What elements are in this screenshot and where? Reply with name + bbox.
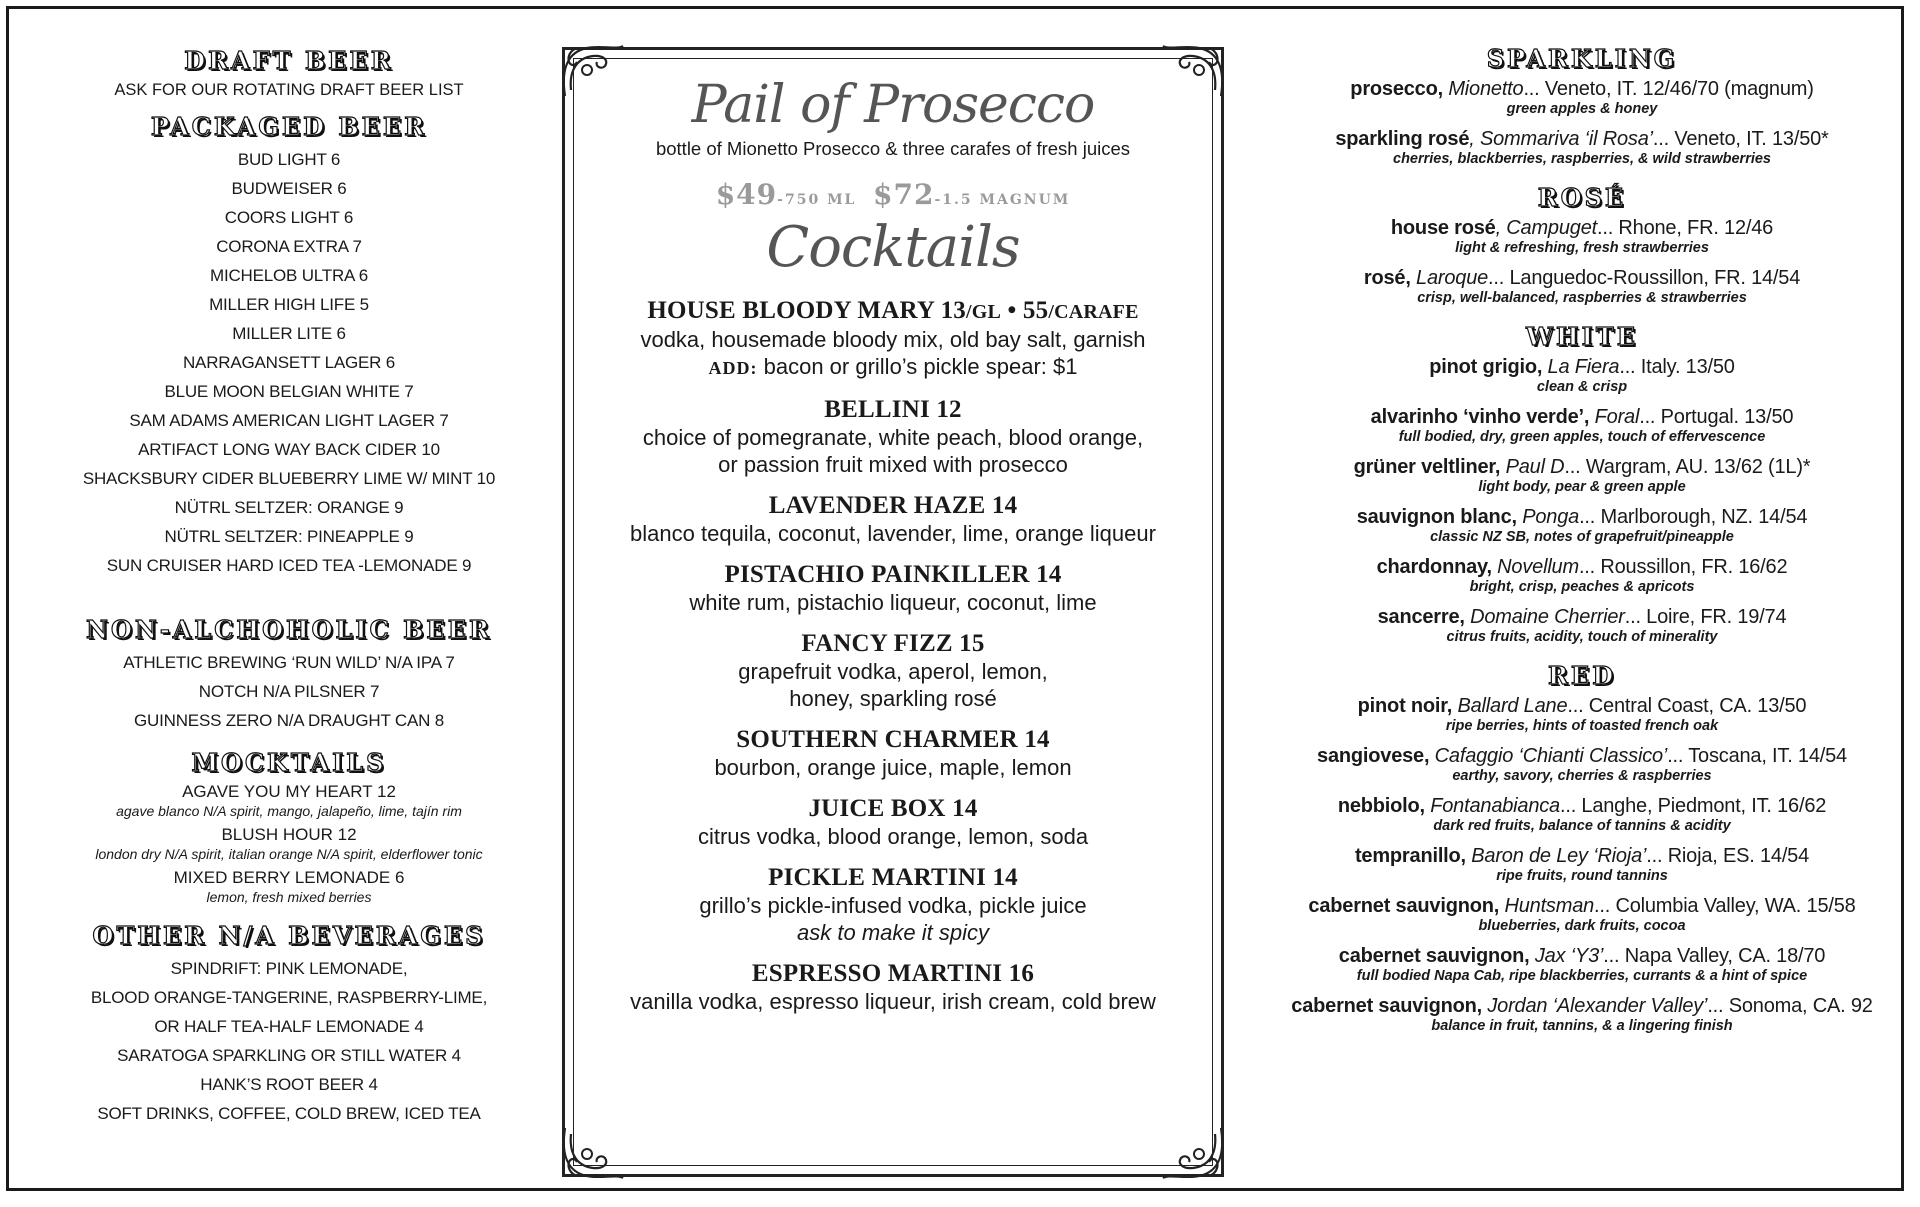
cocktail-description: or passion fruit mixed with prosecco [718, 451, 1068, 477]
mocktail-name: MIXED BERRY LEMONADE 6 [173, 868, 405, 887]
mocktail-name: BLUSH HOUR 12 [221, 825, 357, 844]
wine-producer: La Fiera [1542, 356, 1620, 378]
wine-region-price: ... Rioja, ES. 14/54 [1646, 845, 1810, 867]
mocktail-list [39, 781, 539, 906]
wine-grape: grüner veltliner, [1353, 456, 1501, 478]
wine-item [1267, 216, 1897, 257]
cocktail-name [562, 864, 1224, 892]
mocktails-heading: MOCKTAILS [191, 748, 387, 777]
cocktail-name-text: HOUSE BLOODY MARY 13 [647, 296, 967, 324]
wine-line [1267, 266, 1897, 290]
wine-tasting-note: balance in fruit, tannins, & a lingering finish [1431, 1018, 1733, 1034]
beer-item: BUDWEISER 6 [231, 179, 347, 198]
pail-prices [562, 178, 1224, 211]
wine-grape: sparkling rosé [1335, 128, 1470, 150]
wine-line [1267, 505, 1897, 529]
wine-tasting-note: earthy, savory, cherries & raspberries [1452, 768, 1712, 784]
non-alcoholic-beer-heading: NON-ALCHOHOLIC BEER [86, 615, 492, 644]
cocktail-name-text: FANCY FIZZ 15 [801, 629, 985, 657]
wine-line [1267, 994, 1897, 1018]
other-beverages-heading: OTHER N/A BEVERAGES [92, 921, 486, 950]
wine-grape: chardonnay, [1376, 556, 1492, 578]
beverage-item: OR HALF TEA-HALF LEMONADE 4 [154, 1017, 424, 1036]
beer-item: GUINNESS ZERO N/A DRAUGHT CAN 8 [134, 711, 444, 730]
wine-column [1267, 44, 1897, 1053]
cocktail-description: bourbon, orange juice, maple, lemon [714, 754, 1072, 780]
wine-grape: cabernet sauvignon, [1308, 895, 1500, 917]
wine-region-price: ... Rhone, FR. 12/46 [1596, 217, 1774, 239]
cocktail-note: ask to make it spicy [797, 919, 989, 945]
beer-item: MILLER LITE 6 [232, 324, 346, 343]
beverage-item: SOFT DRINKS, COFFEE, COLD BREW, ICED TEA [97, 1104, 481, 1123]
wine-line [1267, 605, 1897, 629]
mocktail-description: agave blanco N/A spirit, mango, jalapeño, lime, tajín rim [116, 803, 462, 819]
wine-item [1267, 455, 1897, 496]
cocktail-name [562, 726, 1224, 754]
beverage-item: SARATOGA SPARKLING OR STILL WATER 4 [117, 1046, 461, 1065]
price-750: $49 [715, 178, 778, 212]
cocktail-name [562, 561, 1224, 589]
cocktail-name-text: ESPRESSO MARTINI 16 [751, 959, 1035, 987]
wine-tasting-note: clean & crisp [1536, 379, 1628, 395]
wine-producer: Cafaggio ‘Chianti Classico’ [1429, 745, 1668, 767]
wine-grape: pinot grigio, [1429, 356, 1543, 378]
cocktail-name [562, 297, 1224, 326]
cocktail-description: grillo’s pickle-infused vodka, pickle juice [699, 892, 1087, 918]
wine-grape: prosecco, [1350, 78, 1443, 100]
draft-beer-note: ASK FOR OUR ROTATING DRAFT BEER LIST [114, 81, 464, 99]
beverage-item: BLOOD ORANGE-TANGERINE, RASPBERRY-LIME, [90, 988, 488, 1007]
wine-region-price: ... Central Coast, CA. 13/50 [1567, 695, 1807, 717]
price-magnum-unit: -1.5 MAGNUM [934, 192, 1071, 209]
wine-item [1267, 77, 1897, 118]
wine-region-price: ... Italy. 13/50 [1619, 356, 1735, 378]
wine-tasting-note: blueberries, dark fruits, cocoa [1478, 918, 1686, 934]
wine-producer: Domaine Cherrier [1464, 606, 1625, 628]
beer-column [39, 46, 539, 1128]
wine-region-price: ... Toscana, IT. 14/54 [1667, 745, 1847, 767]
cocktail-description: vodka, housemade bloody mix, old bay salt, garnish [640, 326, 1146, 352]
wine-item [1267, 894, 1897, 935]
wine-producer: Jordan ‘Alexander Valley’ [1482, 995, 1708, 1017]
cocktail-addon [562, 353, 1224, 382]
wine-line [1267, 694, 1897, 718]
wine-grape: cabernet sauvignon, [1338, 945, 1530, 967]
wine-section [1267, 44, 1897, 168]
cocktail-name-text: BELLINI 12 [824, 395, 962, 423]
beer-item: BUD LIGHT 6 [237, 150, 341, 169]
wine-region-price: ... Loire, FR. 19/74 [1624, 606, 1787, 628]
non-alcoholic-beer-list [39, 648, 539, 735]
addon-label: ADD: [708, 357, 758, 378]
cocktail-item [562, 297, 1224, 382]
beer-item: COORS LIGHT 6 [224, 208, 354, 227]
wine-tasting-note: citrus fruits, acidity, touch of minerality [1446, 629, 1718, 645]
wine-section [1267, 661, 1897, 1035]
wine-item [1267, 127, 1897, 168]
wine-grape: cabernet sauvignon, [1291, 995, 1482, 1017]
wine-region-price: ... Langhe, Piedmont, IT. 16/62 [1559, 795, 1827, 817]
cocktail-name-text: SOUTHERN CHARMER 14 [736, 725, 1050, 753]
carafe-unit: /CARAFE [1048, 300, 1139, 323]
wine-grape: sauvignon blanc, [1356, 506, 1517, 528]
wine-tasting-note: classic NZ SB, notes of grapefruit/pineapple [1430, 529, 1734, 545]
wine-item [1267, 694, 1897, 735]
wine-producer: Huntsman [1499, 895, 1595, 917]
packaged-beer-heading: PACKAGED BEER [150, 112, 428, 141]
cocktail-description: citrus vodka, blood orange, lemon, soda [697, 823, 1089, 849]
cocktail-name [562, 492, 1224, 520]
wine-line [1267, 844, 1897, 868]
cocktail-content [562, 77, 1224, 1029]
cocktail-name-text: PISTACHIO PAINKILLER 14 [724, 560, 1062, 588]
cocktail-item [562, 561, 1224, 616]
beverage-item: HANK’S ROOT BEER 4 [200, 1075, 378, 1094]
beer-item: NARRAGANSETT LAGER 6 [182, 353, 396, 372]
wine-grape: house rosé [1390, 217, 1496, 239]
mocktail-item [39, 781, 539, 820]
wine-producer: Foral [1589, 406, 1640, 428]
wine-producer: Fontanabianca [1424, 795, 1560, 817]
cocktail-name [562, 630, 1224, 658]
cocktail-item [562, 726, 1224, 781]
cocktail-description: honey, sparkling rosé [789, 685, 997, 711]
wine-region-price: ... Roussillon, FR. 16/62 [1578, 556, 1788, 578]
wine-section-heading: WHITE [1525, 322, 1638, 351]
corner-ornament-icon [557, 1124, 627, 1184]
wine-section-heading: SPARKLING [1486, 44, 1678, 73]
wine-section-heading: RED [1547, 661, 1617, 690]
wine-grape: rosé, [1363, 267, 1411, 289]
cocktail-name [562, 960, 1224, 988]
wine-grape: tempranillo, [1354, 845, 1466, 867]
wine-item [1267, 944, 1897, 985]
cocktail-name-text: PICKLE MARTINI 14 [768, 863, 1018, 891]
cocktail-name-text: JUICE BOX 14 [808, 794, 978, 822]
beer-item: SUN CRUISER HARD ICED TEA -LEMONADE 9 [106, 556, 472, 575]
cocktails-title: Cocktails [766, 215, 1020, 281]
wine-item [1267, 555, 1897, 596]
cocktail-list [562, 297, 1224, 1015]
wine-producer: Novellum [1491, 556, 1579, 578]
wine-region-price: ... Marlborough, NZ. 14/54 [1579, 506, 1808, 528]
wine-section-heading: ROSÉ [1537, 183, 1627, 212]
wine-producer: Ballard Lane [1452, 695, 1568, 717]
wine-item [1267, 794, 1897, 835]
cocktail-description: choice of pomegranate, white peach, blood orange, [642, 424, 1144, 450]
cocktail-item [562, 960, 1224, 1015]
wine-region-price: ... Veneto, IT. 12/46/70 (magnum) [1523, 78, 1814, 100]
wine-region-price: ... Napa Valley, CA. 18/70 [1603, 945, 1826, 967]
wine-tasting-note: cherries, blackberries, raspberries, & wild strawberries [1393, 151, 1771, 167]
mocktail-description: london dry N/A spirit, italian orange N/A spirit, elderflower tonic [95, 846, 483, 862]
wine-producer: Paul D [1500, 456, 1565, 478]
wine-line [1267, 355, 1897, 379]
cocktail-item [562, 630, 1224, 712]
beer-item: SAM ADAMS AMERICAN LIGHT LAGER 7 [129, 411, 449, 430]
wine-tasting-note: full bodied, dry, green apples, touch of effervescence [1398, 429, 1766, 445]
wine-section [1267, 322, 1897, 646]
wine-item [1267, 355, 1897, 396]
beer-item: BLUE MOON BELGIAN WHITE 7 [164, 382, 414, 401]
wine-tasting-note: light body, pear & green apple [1478, 479, 1686, 495]
cocktail-description: white rum, pistachio liqueur, coconut, lime [689, 589, 1097, 615]
wine-item [1267, 505, 1897, 546]
wine-line [1267, 127, 1897, 151]
wine-line [1267, 405, 1897, 429]
wine-item [1267, 844, 1897, 885]
wine-tasting-note: ripe fruits, round tannins [1496, 868, 1668, 884]
wine-producer: Jax ‘Y3’ [1529, 945, 1604, 967]
pail-subtitle: bottle of Mionetto Prosecco & three carafes of fresh juices [655, 138, 1131, 160]
wine-grape: pinot noir, [1357, 695, 1453, 717]
cocktail-name [562, 396, 1224, 424]
wine-tasting-note: crisp, well-balanced, raspberries & strawberries [1417, 290, 1747, 306]
mocktail-item [39, 824, 539, 863]
wine-producer: Ponga [1516, 506, 1580, 528]
mocktail-description: lemon, fresh mixed berries [206, 889, 372, 905]
wine-line [1267, 77, 1897, 101]
wine-grape: sangiovese, [1317, 745, 1430, 767]
price-magnum: $72 [872, 178, 935, 212]
wine-producer: Baron de Ley ‘Rioja’ [1465, 845, 1647, 867]
cocktail-item [562, 864, 1224, 946]
wine-tasting-note: ripe berries, hints of toasted french oak [1445, 718, 1719, 734]
wine-line [1267, 944, 1897, 968]
beverage-item: SPINDRIFT: PINK LEMONADE, [170, 959, 408, 978]
wine-grape: alvarinho ‘vinho verde’, [1370, 406, 1590, 428]
wine-tasting-note: full bodied Napa Cab, ripe blackberries, currants & a hint of spice [1356, 968, 1808, 984]
wine-region-price: ... Columbia Valley, WA. 15/58 [1594, 895, 1856, 917]
wine-item [1267, 994, 1897, 1035]
cocktail-item [562, 492, 1224, 547]
glass-unit: /GL [966, 300, 1002, 323]
wine-line [1267, 455, 1897, 479]
beer-item: MICHELOB ULTRA 6 [209, 266, 369, 285]
beer-item: NÜTRL SELTZER: ORANGE 9 [174, 498, 404, 517]
cocktail-item [562, 795, 1224, 850]
wine-grape: sancerre, [1377, 606, 1465, 628]
corner-ornament-icon [1159, 1124, 1229, 1184]
other-beverages-list [39, 954, 539, 1128]
addon-text: bacon or grillo’s pickle spear: $1 [757, 353, 1078, 379]
wine-region-price: ... Sonoma, CA. 92 [1707, 995, 1873, 1017]
wine-region-price: ... Portugal. 13/50 [1639, 406, 1794, 428]
beer-item: ARTIFACT LONG WAY BACK CIDER 10 [138, 440, 440, 459]
wine-item [1267, 744, 1897, 785]
wine-item [1267, 266, 1897, 307]
wine-line [1267, 555, 1897, 579]
wine-tasting-note: light & refreshing, fresh strawberries [1455, 240, 1709, 256]
wine-section [1267, 183, 1897, 307]
wine-line [1267, 894, 1897, 918]
wine-producer: , Campuget [1495, 217, 1597, 239]
cocktail-description: vanilla vodka, espresso liqueur, irish cream, cold brew [630, 988, 1156, 1014]
wine-item [1267, 405, 1897, 446]
wine-line [1267, 794, 1897, 818]
wine-item [1267, 605, 1897, 646]
wine-producer: Laroque [1410, 267, 1489, 289]
cocktail-name [562, 795, 1224, 823]
wine-tasting-note: green apples & honey [1506, 101, 1658, 117]
wine-line [1267, 744, 1897, 768]
wine-tasting-note: bright, crisp, peaches & apricots [1469, 579, 1695, 595]
carafe-price: • 55 [1001, 296, 1049, 324]
wine-region-price: ... Wargram, AU. 13/62 (1L)* [1564, 456, 1811, 478]
cocktail-item [562, 396, 1224, 478]
beer-item: NOTCH N/A PILSNER 7 [198, 682, 380, 701]
wine-producer: Mionetto [1442, 78, 1524, 100]
price-750-unit: -750 ML [777, 192, 857, 209]
mocktail-name: AGAVE YOU MY HEART 12 [182, 782, 396, 801]
menu-page [6, 6, 1904, 1191]
packaged-beer-list [39, 145, 539, 580]
cocktail-name-text: LAVENDER HAZE 14 [768, 491, 1018, 519]
wine-grape: nebbiolo, [1337, 795, 1425, 817]
beer-item: SHACKSBURY CIDER BLUEBERRY LIME W/ MINT 10 [82, 469, 496, 488]
wine-region-price: ... Veneto, IT. 13/50* [1652, 128, 1829, 150]
wine-producer: , Sommariva ‘il Rosa’ [1469, 128, 1653, 150]
draft-beer-heading: DRAFT BEER [184, 46, 394, 75]
wine-region-price: ... Languedoc-Roussillon, FR. 14/54 [1488, 267, 1801, 289]
cocktail-description: blanco tequila, coconut, lavender, lime, orange liqueur [630, 520, 1156, 546]
beer-item: CORONA EXTRA 7 [216, 237, 362, 256]
cocktail-column [562, 47, 1224, 1177]
wine-line [1267, 216, 1897, 240]
beer-item: ATHLETIC BREWING ‘RUN WILD’ N/A IPA 7 [123, 653, 455, 672]
cocktail-description: grapefruit vodka, aperol, lemon, [738, 658, 1048, 684]
mocktail-item [39, 867, 539, 906]
wine-tasting-note: dark red fruits, balance of tannins & acidity [1433, 818, 1731, 834]
pail-title: Pail of Prosecco [691, 75, 1095, 135]
beer-item: MILLER HIGH LIFE 5 [209, 295, 369, 314]
beer-item: NÜTRL SELTZER: PINEAPPLE 9 [164, 527, 414, 546]
